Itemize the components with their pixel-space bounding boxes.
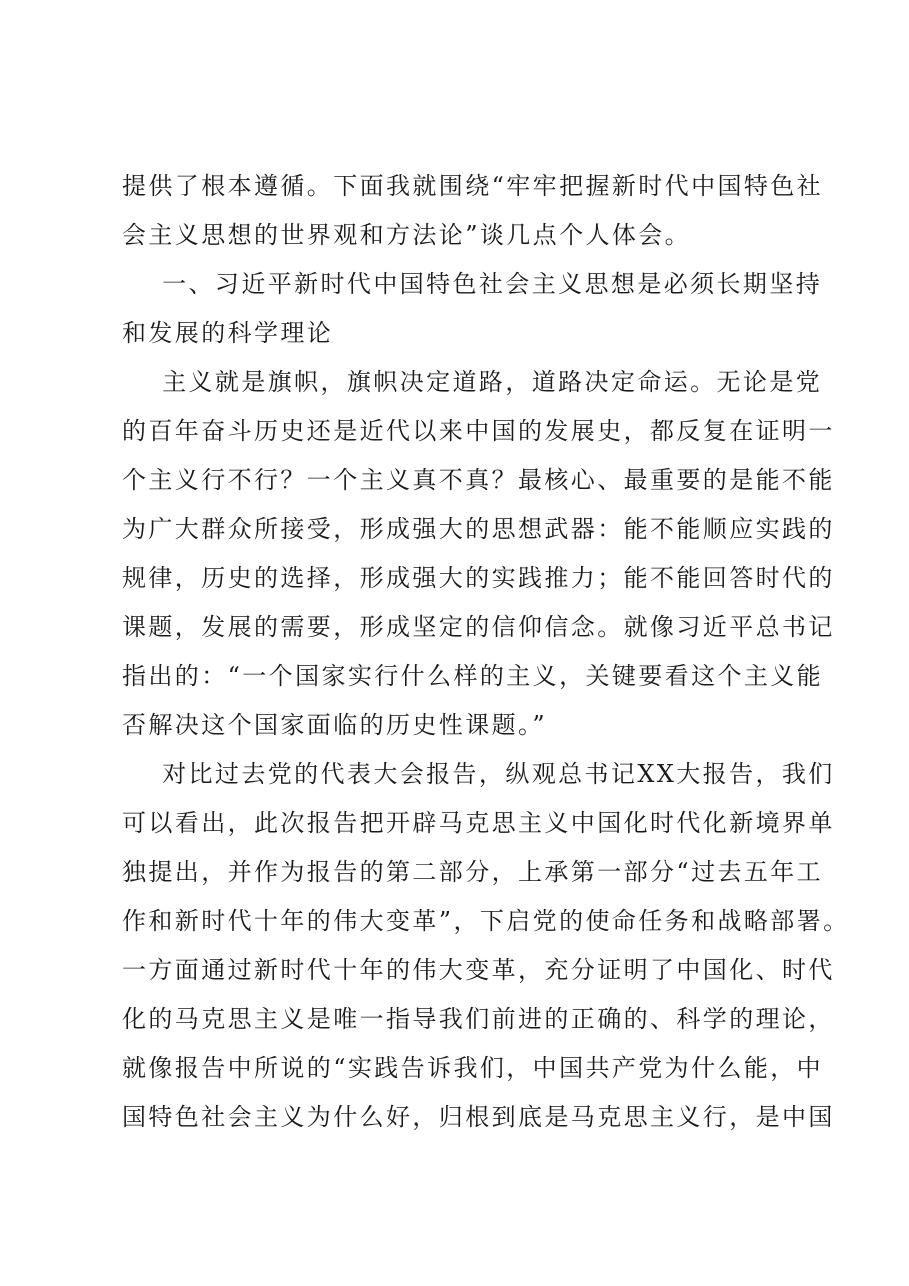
- text-line: 的百年奋斗历史还是近代以来中国的发展史，都反复在证明一: [122, 417, 835, 445]
- section-heading-line: 一、习近平新时代中国特色社会主义思想是必须长期坚持: [122, 270, 823, 298]
- text-line: 国特色社会主义为什么好，归根到底是马克思主义行，是中国: [122, 1103, 835, 1131]
- text-line: 规律，历史的选择，形成强大的实践推力；能不能回答时代的: [122, 564, 835, 592]
- text-line: 为广大群众所接受，形成强大的思想武器：能不能顺应实践的: [122, 515, 835, 543]
- text-line: 否解决这个国家面临的历史性课题。”: [122, 711, 548, 739]
- text-line: 化的马克思主义是唯一指导我们前进的正确的、科学的理论，: [122, 1005, 835, 1033]
- text-line: 就像报告中所说的“实践告诉我们，中国共产党为什么能，中: [122, 1054, 824, 1082]
- text-line: 一方面通过新时代十年的伟大变革，充分证明了中国化、时代: [122, 956, 835, 984]
- text-line: 课题，发展的需要，形成坚定的信仰信念。就像习近平总书记: [122, 613, 835, 641]
- text-line: 个主义行不行？一个主义真不真？最核心、最重要的是能不能: [122, 466, 835, 494]
- text-line: 提供了根本遵循。下面我就围绕“牢牢把握新时代中国特色社: [122, 172, 824, 200]
- section-heading-line: 和发展的科学理论: [122, 319, 334, 347]
- text-line: 会主义思想的世界观和方法论”谈几点个人体会。: [122, 221, 692, 249]
- text-line: 对比过去党的代表大会报告，纵观总书记XX大报告，我们: [122, 760, 835, 788]
- text-line: 作和新时代十年的伟大变革”，下启党的使命任务和战略部署。: [122, 907, 850, 935]
- document-body: [122, 162, 850, 1142]
- text-line: 可以看出，此次报告把开辟马克思主义中国化时代化新境界单: [122, 809, 835, 837]
- text-line: 指出的：“一个国家实行什么样的主义，关键要看这个主义能: [122, 662, 824, 690]
- text-line: 独提出，并作为报告的第二部分，上承第一部分“过去五年工: [122, 858, 824, 886]
- text-line: 主义就是旗帜，旗帜决定道路，道路决定命运。无论是党: [122, 368, 823, 396]
